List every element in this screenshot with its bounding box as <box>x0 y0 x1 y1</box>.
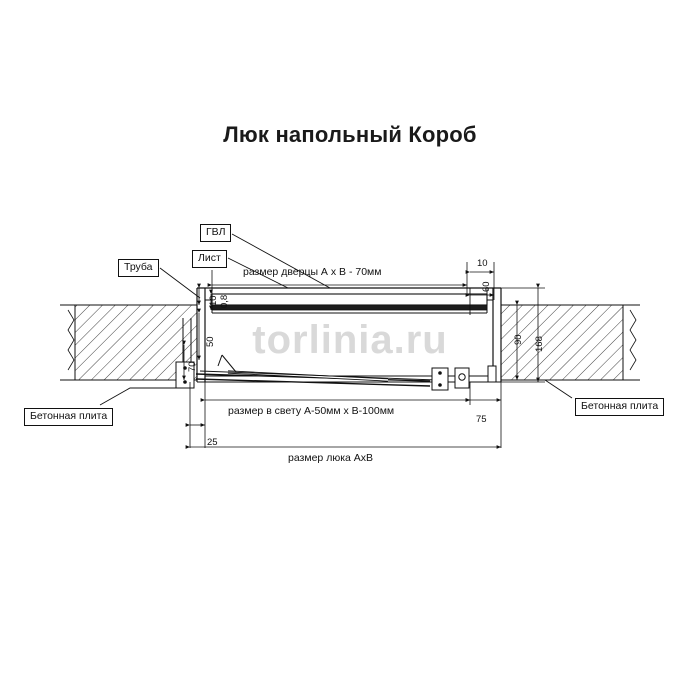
dimension-door-size: размер дверцы А х В - 70мм <box>243 266 382 278</box>
dimension-hatch-size: размер люка АхВ <box>288 452 374 464</box>
gas-strut-mechanism <box>176 355 496 390</box>
dimension-0-8: 0,8 <box>219 294 230 308</box>
dimension-168: 168 <box>534 336 545 352</box>
dimension-70: 70 <box>187 361 198 372</box>
callout-concrete-slab-right: Бетонная плита <box>575 398 664 416</box>
callout-pipe: Труба <box>118 259 159 277</box>
page-title: Люк напольный Короб <box>223 122 477 147</box>
dimension-25: 25 <box>207 437 218 448</box>
callout-sheet: Лист <box>192 250 227 268</box>
dimension-75: 75 <box>476 414 487 425</box>
dimension-10-top: 10 <box>477 258 488 269</box>
dimension-60: 60 <box>481 281 492 292</box>
callout-concrete-slab-left: Бетонная плита <box>24 408 113 426</box>
watermark: torlinia.ru <box>252 318 448 362</box>
dimension-50: 50 <box>205 336 216 347</box>
door-leaf <box>212 294 487 313</box>
callout-gvl: ГВЛ <box>200 224 231 242</box>
dimension-clear-size: размер в свету А-50мм х В-100мм <box>228 405 395 417</box>
dimension-90: 90 <box>513 334 524 345</box>
dimension-10-left: 10 <box>208 295 219 306</box>
